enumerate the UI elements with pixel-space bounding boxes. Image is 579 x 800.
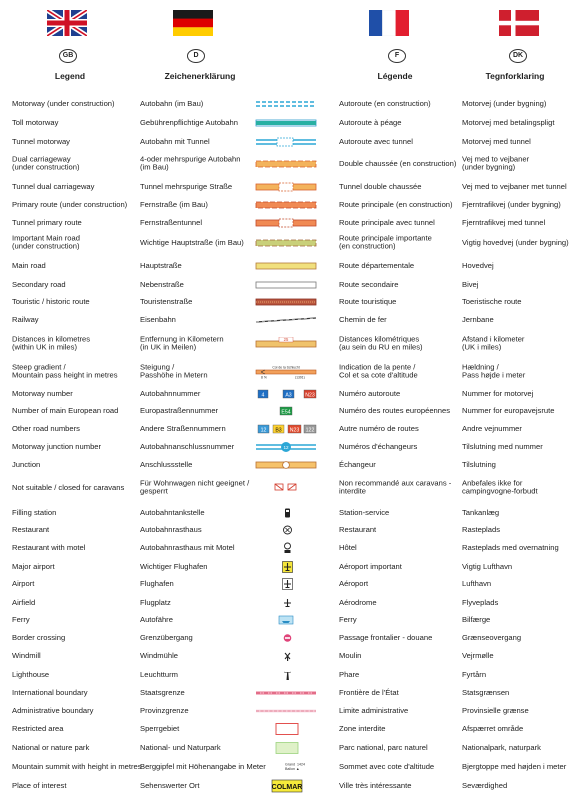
legend-text-de: Fernstraße (im Bau) [140, 199, 208, 209]
airport-icon [255, 577, 317, 591]
tunnel-motorway-icon [255, 135, 317, 149]
lighthouse-icon [255, 668, 317, 682]
summit-icon [255, 760, 317, 774]
european-number-icon [255, 404, 317, 418]
legend-text-fr: Station-service [339, 507, 390, 517]
legend-text-dk: Vejrmølle [462, 650, 494, 660]
tunnel-dual-icon [255, 180, 317, 194]
legend-text-en: Secondary road [12, 279, 66, 289]
legend-text-dk: Vigtig Lufthavn [462, 561, 513, 571]
legend-text-fr: Autoroute (en construction) [339, 98, 431, 108]
legend-text-de: Autobahnrasthaus [140, 524, 202, 534]
legend-text-fr: Route secondaire [339, 279, 399, 289]
legend-text-en: Toll motorway [12, 117, 59, 127]
svg-text:12: 12 [260, 427, 267, 434]
legend-text-en: Tunnel primary route [12, 217, 82, 227]
legend-text-en: Place of interest [12, 780, 67, 790]
motel-icon [255, 541, 317, 555]
motorway-number-icon [255, 387, 317, 401]
legend-text-de: Windmühle [140, 650, 178, 660]
legend-text-fr: Moulin [339, 650, 362, 660]
legend-text-fr: Restaurant [339, 524, 377, 534]
legend-text-en: Tunnel motorway [12, 136, 70, 146]
windmill-icon [255, 649, 317, 663]
airfield-icon [255, 596, 317, 610]
legend-text-en: Main road [12, 260, 46, 270]
legend-text-dk: Rasteplads [462, 524, 500, 534]
legend-text-fr: Non recommandé aux caravans - interdite [339, 478, 452, 496]
legend-text-en: Distances in kilometres (within UK in miles) [12, 334, 91, 352]
legend-text-fr: Route touristique [339, 296, 397, 306]
svg-text:122: 122 [305, 427, 315, 434]
legend-text-en: Primary route (under construction) [12, 199, 128, 209]
legend-text-de: Flughafen [140, 578, 174, 588]
legend-text-dk: Hovedvej [462, 260, 494, 270]
legend-text-de: Autofähre [140, 614, 173, 624]
touristic-route-icon [255, 295, 317, 309]
gradient-icon [255, 365, 317, 379]
legend-text-dk: Lufthavn [462, 578, 492, 588]
legend-text-de: Für Wohnwagen nicht geeignet / gesperrt [140, 478, 250, 496]
legend-text-en: Restricted area [12, 723, 64, 733]
legend-text-fr: Ferry [339, 614, 357, 624]
legend-text-fr: Route départementale [339, 260, 415, 270]
legend-text-dk: Anbefales ikke for campingvogne-forbudt [462, 478, 538, 496]
legend-text-fr: Tunnel double chaussée [339, 181, 422, 191]
svg-text:1424: 1424 [297, 762, 305, 767]
important-main-icon [255, 236, 317, 250]
legend-text-de: Europastraßennummer [140, 405, 219, 415]
other-numbers-icon [255, 422, 317, 436]
legend-text-dk: Motorvej med tunnel [462, 136, 531, 146]
dual-carriageway-icon [255, 157, 317, 171]
legend-text-de: Wichtiger Flughafen [140, 561, 208, 571]
legend-text-de: Touristenstraße [140, 296, 193, 306]
legend-text-dk: Statsgrænsen [462, 687, 510, 697]
legend-text-dk: Hældning / Pass højde i meter [462, 362, 526, 380]
svg-text:E54: E54 [281, 409, 291, 416]
legend-text-de: Staatsgrenze [140, 687, 185, 697]
country-code-gb: GB [59, 49, 77, 63]
legend-text-de: Autobahnnummer [140, 388, 201, 398]
legend-text-de: Leuchtturm [140, 669, 178, 679]
header-legend-fr: Légende [377, 71, 413, 81]
legend-text-en: Motorway junction number [12, 441, 102, 451]
legend-text-fr: Double chaussée (en construction) [339, 158, 457, 168]
ferry-icon [255, 613, 317, 627]
nature-park-icon [255, 741, 317, 755]
major-airport-icon [255, 560, 317, 574]
legend-text-dk: Tilslutning med nummer [462, 441, 543, 451]
svg-text:4: 4 [261, 392, 265, 399]
restaurant-icon [255, 523, 317, 537]
legend-text-fr: Hôtel [339, 542, 357, 552]
svg-text:(1391): (1391) [295, 375, 305, 379]
legend-text-de: Autobahnanschlussnummer [140, 441, 235, 451]
legend-text-fr: Route principale (en construction) [339, 199, 453, 209]
legend-text-dk: Vigtig hovedvej (under bygning) [462, 237, 569, 247]
main-road-icon [255, 259, 317, 273]
legend-text-fr: Aérodrome [339, 597, 377, 607]
svg-text:Col de la Schlucht: Col de la Schlucht [272, 365, 300, 370]
legend-text-fr: Aéroport important [339, 561, 402, 571]
motorway-construction-icon [255, 97, 317, 111]
legend-text-en: Motorway number [12, 388, 73, 398]
legend-text-dk: Vej med to vejbaner (under bygning) [462, 154, 530, 172]
legend-text-dk: Fjerntrafikvej med tunnel [462, 217, 546, 227]
legend-text-en: Motorway (under construction) [12, 98, 115, 108]
header-legend-de: Zeichenerklärung [164, 71, 236, 81]
legend-text-fr: Indication de la pente / Col et sa cote d'altitude [339, 362, 418, 380]
svg-text:N23: N23 [305, 392, 315, 399]
caravans-icon [255, 481, 317, 495]
legend-text-en: Number of main European road [12, 405, 119, 415]
legend-text-fr: Numéro autoroute [339, 388, 401, 398]
legend-text-fr: Frontière de l'État [339, 687, 399, 697]
svg-text:8 %: 8 % [261, 375, 267, 379]
legend-text-dk: Jernbane [462, 314, 494, 324]
international-boundary-icon [255, 686, 317, 700]
legend-text-en: Restaurant [12, 524, 50, 534]
legend-text-fr: Passage frontalier - douane [339, 632, 433, 642]
legend-text-en: Railway [12, 314, 39, 324]
legend-text-en: Filling station [12, 507, 57, 517]
legend-text-de: Autobahntankstelle [140, 507, 205, 517]
legend-text-fr: Route principale importante (en construction) [339, 233, 432, 251]
legend-text-en: National or nature park [12, 742, 90, 752]
legend-text-en: Mountain summit with height in metres [12, 761, 142, 771]
svg-text:12: 12 [283, 444, 289, 450]
legend-text-en: Not suitable / closed for caravans [12, 482, 125, 492]
svg-text:COLMAR: COLMAR [271, 784, 303, 791]
legend-text-en: Airport [12, 578, 35, 588]
legend-text-dk: Nummer for motorvej [462, 388, 534, 398]
filling-station-icon [255, 506, 317, 520]
legend-text-de: Sehenswerter Ort [140, 780, 200, 790]
svg-text:Grand: Grand [285, 762, 295, 767]
legend-text-dk: Tankanlæg [462, 507, 500, 517]
legend-text-dk: Afstand i kilometer (UK i miles) [462, 334, 525, 352]
country-code-de: D [187, 49, 205, 63]
legend-text-de: Gebührenpflichtige Autobahn [140, 117, 238, 127]
svg-text:B3: B3 [275, 427, 282, 434]
tunnel-primary-icon [255, 216, 317, 230]
legend-text-en: Windmill [12, 650, 41, 660]
legend-text-dk: Motorvej (under bygning) [462, 98, 547, 108]
country-code-dk: DK [509, 49, 527, 63]
legend-text-fr: Numéros d'échangeurs [339, 441, 418, 451]
legend-text-de: Berggipfel mit Höhenangabe in Meter [140, 761, 266, 771]
legend-text-en: Dual carriageway (under construction) [12, 154, 80, 172]
header-legend-gb: Legend [54, 71, 86, 81]
legend-text-dk: Andre vejnummer [462, 423, 522, 433]
legend-text-fr: Autoroute avec tunnel [339, 136, 413, 146]
legend-text-fr: Phare [339, 669, 360, 679]
legend-text-de: Tunnel mehrspurige Straße [140, 181, 233, 191]
legend-text-dk: Seværdighed [462, 780, 508, 790]
legend-text-de: Wichtige Hauptstraße (im Bau) [140, 237, 244, 247]
admin-boundary-icon [255, 704, 317, 718]
legend-text-en: Restaurant with motel [12, 542, 86, 552]
legend-text-fr: Chemin de fer [339, 314, 387, 324]
legend-text-de: Fernstraßentunnel [140, 217, 203, 227]
legend-text-dk: Fjerntrafikvej (under bygning) [462, 199, 561, 209]
legend-text-de: Anschlussstelle [140, 459, 193, 469]
legend-text-dk: Motorvej med betalingspligt [462, 117, 555, 127]
legend-text-en: Touristic / historic route [12, 296, 90, 306]
legend-text-fr: Distances kilométriques (au sein du RU en miles) [339, 334, 423, 352]
legend-text-en: Steep gradient / Mountain pass height in metres [12, 362, 118, 380]
legend-text-fr: Parc national, parc naturel [339, 742, 428, 752]
legend-text-dk: Flyveplads [462, 597, 499, 607]
restricted-area-icon [255, 722, 317, 736]
legend-text-de: Flugplatz [140, 597, 171, 607]
junction-number-icon [255, 440, 317, 454]
legend-text-fr: Aéroport [339, 578, 369, 588]
legend-text-en: Airfield [12, 597, 36, 607]
france-flag [369, 10, 409, 36]
primary-construction-icon [255, 198, 317, 212]
legend-text-dk: Bjergtoppe med højden i meter [462, 761, 567, 771]
toll-motorway-icon [255, 116, 317, 130]
legend-text-de: Steigung / Passhöhe in Metern [140, 362, 208, 380]
legend-text-dk: Grænseovergang [462, 632, 522, 642]
legend-text-fr: Numéro des routes européennes [339, 405, 451, 415]
legend-text-dk: Rasteplads med overnatning [462, 542, 559, 552]
legend-text-fr: Autoroute à péage [339, 117, 402, 127]
svg-text:N23: N23 [289, 427, 300, 434]
legend-text-de: Grenzübergang [140, 632, 193, 642]
svg-text:25: 25 [283, 337, 289, 343]
uk-flag [47, 10, 87, 36]
denmark-flag [499, 10, 539, 36]
germany-flag [173, 10, 213, 36]
legend-text-fr: Limite administrative [339, 705, 409, 715]
legend-text-fr: Ville très intéressante [339, 780, 412, 790]
legend-text-fr: Route principale avec tunnel [339, 217, 435, 227]
legend-text-dk: Provinsielle grænse [462, 705, 529, 715]
distances-icon [255, 337, 317, 351]
legend-text-dk: Bilfærge [462, 614, 491, 624]
legend-text-de: Autobahnrasthaus mit Motel [140, 542, 235, 552]
header-legend-dk: Tegnforklaring [485, 71, 545, 81]
legend-text-dk: Vej med to vejbaner met tunnel [462, 181, 567, 191]
legend-text-de: 4-oder mehrspurige Autobahn (im Bau) [140, 154, 241, 172]
legend-text-en: Ferry [12, 614, 30, 624]
legend-text-de: Eisenbahn [140, 314, 176, 324]
legend-text-dk: Afspærret område [462, 723, 524, 733]
legend-text-dk: Tilslutning [462, 459, 496, 469]
country-code-fr: F [388, 49, 406, 63]
legend-text-de: Andere Straßennummern [140, 423, 226, 433]
svg-text:A3: A3 [285, 392, 292, 399]
legend-text-dk: Nationalpark, naturpark [462, 742, 541, 752]
border-crossing-icon [255, 631, 317, 645]
legend-text-de: Nebenstraße [140, 279, 184, 289]
legend-text-de: Autobahn mit Tunnel [140, 136, 210, 146]
legend-text-fr: Échangeur [339, 459, 376, 469]
legend-text-de: Sperrgebiet [140, 723, 180, 733]
legend-text-de: Autobahn (im Bau) [140, 98, 204, 108]
legend-text-fr: Autre numéro de routes [339, 423, 419, 433]
legend-text-en: Lighthouse [12, 669, 50, 679]
railway-icon [255, 313, 317, 327]
legend-text-fr: Sommet avec cote d'altitude [339, 761, 435, 771]
legend-text-en: Other road numbers [12, 423, 80, 433]
legend-text-dk: Toeristische route [462, 296, 522, 306]
legend-text-de: National- und Naturpark [140, 742, 221, 752]
legend-text-en: Important Main road (under construction) [12, 233, 80, 251]
legend-text-dk: Fyrtårn [462, 669, 487, 679]
legend-text-dk: Nummer for europavejsrute [462, 405, 555, 415]
legend-text-en: Junction [12, 459, 41, 469]
junction-icon [255, 458, 317, 472]
legend-text-en: Administrative boundary [12, 705, 94, 715]
legend-text-en: Tunnel dual carriageway [12, 181, 95, 191]
legend-text-dk: Bivej [462, 279, 479, 289]
legend-text-en: Major airport [12, 561, 55, 571]
secondary-road-icon [255, 278, 317, 292]
legend-text-en: International boundary [12, 687, 88, 697]
place-of-interest-icon [255, 779, 317, 793]
legend-text-en: Border crossing [12, 632, 66, 642]
svg-text:Ballon ▲: Ballon ▲ [285, 767, 300, 771]
legend-text-de: Provinzgrenze [140, 705, 189, 715]
legend-text-de: Hauptstraße [140, 260, 182, 270]
legend-text-fr: Zone interdite [339, 723, 386, 733]
legend-text-de: Entfernung in Kilometern (in UK in Meilen) [140, 334, 224, 352]
